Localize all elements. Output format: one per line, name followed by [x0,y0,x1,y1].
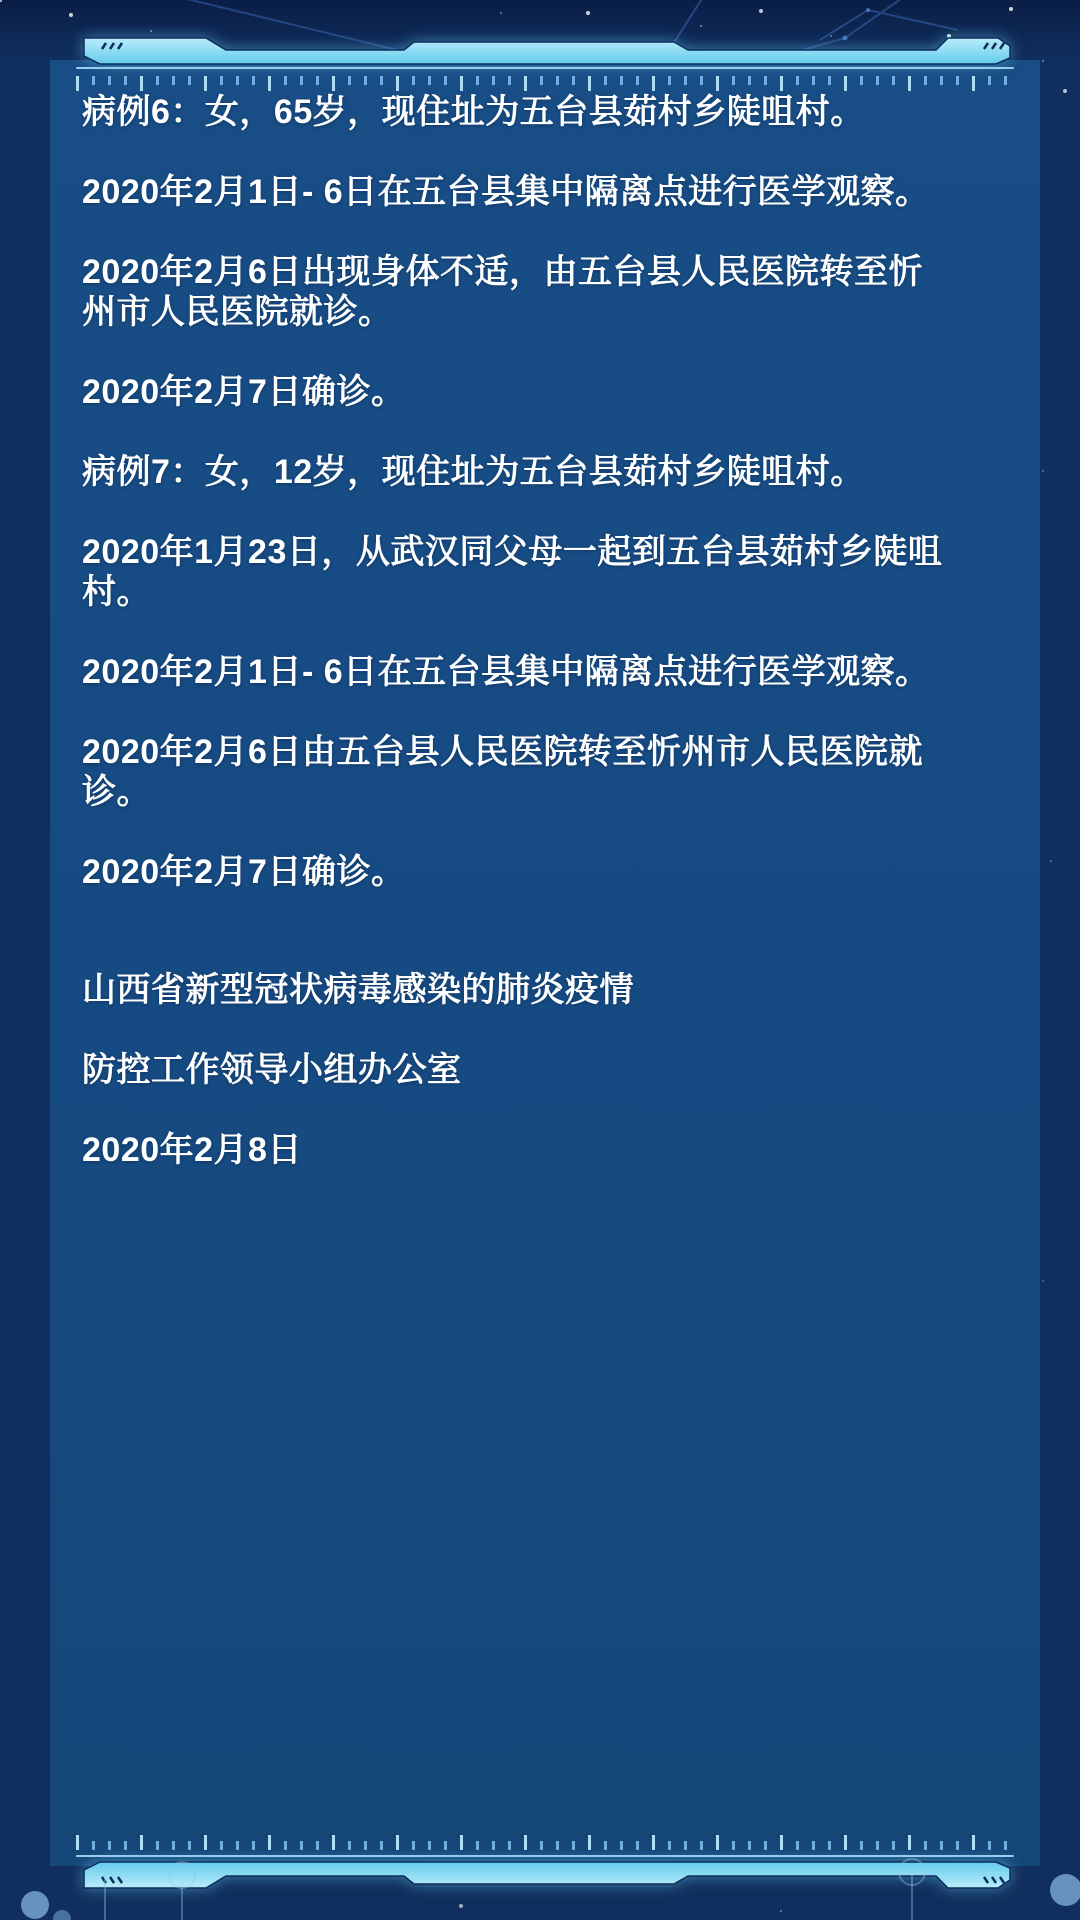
case-paragraph: 2020年2月1日- 6日在五台县集中隔离点进行医学观察。 [82,653,930,691]
case-paragraph: 2020年2月7日确诊。 [82,853,406,891]
signature-date: 2020年2月8日 [82,1131,302,1169]
signature-org-line2: 防控工作领导小组办公室 [82,1051,462,1089]
case-paragraph: 病例7：女，12岁，现住址为五台县茹村乡陡咀村。 [82,453,865,491]
notice-body [50,60,1040,1210]
case-paragraph: 2020年2月1日- 6日在五台县集中隔离点进行医学观察。 [82,173,930,211]
case-paragraph: 2020年1月23日，从武汉同父母一起到五台县茹村乡陡咀村。 [82,533,943,611]
notice-panel [50,60,1040,1866]
case-paragraph: 2020年2月6日出现身体不适，由五台县人民医院转至忻州市人民医院就诊。 [82,253,923,331]
signature-block [82,970,956,1170]
case-paragraph: 病例6：女，65岁，现住址为五台县茹村乡陡咀村。 [82,93,865,131]
tech-frame-top-bar [0,34,1080,70]
case-paragraph: 2020年2月7日确诊。 [82,373,406,411]
case-paragraph: 2020年2月6日由五台县人民医院转至忻州市人民医院就诊。 [82,733,923,811]
bottom-circuit-lines [0,1820,1080,1920]
signature-org-line1: 山西省新型冠状病毒感染的肺炎疫情 [82,971,634,1009]
